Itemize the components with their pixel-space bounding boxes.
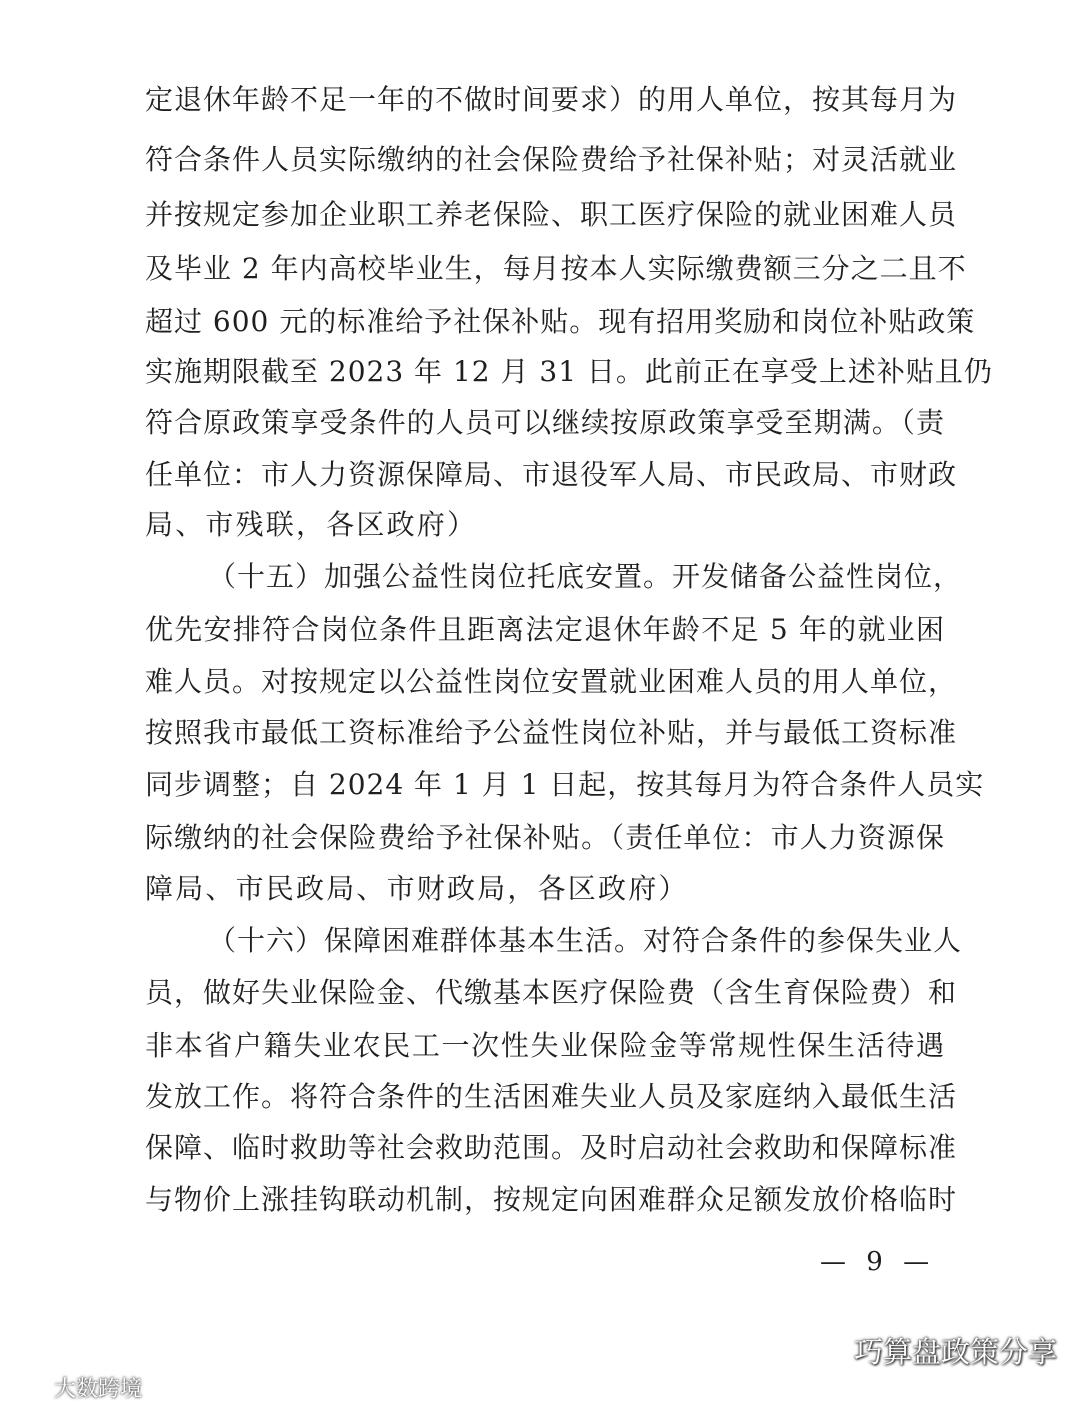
text-line-11: 优先安排符合岗位条件且距离法定退休年龄不足 5 年的就业困 — [145, 613, 945, 646]
text-line-12: 难人员。对按规定以公益性岗位安置就业困难人员的用人单位， — [145, 665, 958, 698]
text-line-3: 并按规定参加企业职工养老保险、职工医疗保险的就业困难人员 — [145, 198, 958, 231]
section-heading-15: （十五）加强公益性岗位托底安置。开发储备公益性岗位， — [208, 560, 963, 593]
text-line-1: 定退休年龄不足一年的不做时间要求）的用人单位，按其每月为 — [145, 83, 958, 116]
text-line-16: 障局、市民政局、市财政局，各区政府） — [145, 872, 689, 905]
text-line-14: 同步调整；自 2024 年 1 月 1 日起，按其每月为符合条件人员实 — [145, 768, 985, 801]
watermark-wechat — [808, 1330, 1057, 1370]
text-line-15: 际缴纳的社会保险费给予社保补贴。（责任单位：市人力资源保 — [145, 821, 945, 854]
text-line-20: 发放工作。将符合条件的生活困难失业人员及家庭纳入最低生活 — [145, 1080, 958, 1113]
watermark-left-text: 大数跨境 — [54, 1376, 143, 1402]
watermark-weibo — [6, 1372, 142, 1402]
text-line-8: 任单位：市人力资源保障局、市退役军人局、市民政局、市财政 — [145, 458, 958, 491]
text-line-19: 非本省户籍失业农民工一次性失业保险金等常规性保生活待遇 — [145, 1029, 945, 1062]
watermark-right-text: 巧算盘政策分享 — [854, 1334, 1058, 1369]
text-line-13: 按照我市最低工资标准给予公益性岗位补贴，并与最低工资标准 — [145, 716, 958, 749]
text-line-18: 员，做好失业保险金、代缴基本医疗保险费（含生育保险费）和 — [145, 976, 958, 1009]
text-line-21: 保障、临时救助等社会救助范围。及时启动社会救助和保障标准 — [145, 1131, 958, 1164]
wechat-icon — [808, 1335, 842, 1365]
text-line-5: 超过 600 元的标准给予社保补贴。现有招用奖励和岗位补贴政策 — [145, 305, 976, 338]
text-line-4: 及毕业 2 年内高校毕业生，每月按本人实际缴费额三分之二且不 — [145, 252, 967, 285]
section-heading-16: （十六）保障困难群体基本生活。对符合条件的参保失业人 — [208, 924, 963, 957]
page-number: — 9 — — [820, 1247, 936, 1277]
weibo-icon — [6, 1374, 50, 1400]
text-line-7: 符合原政策享受条件的人员可以继续按原政策享受至期满。（责 — [145, 406, 945, 439]
text-line-22: 与物价上涨挂钩联动机制，按规定向困难群众足额发放价格临时 — [145, 1183, 958, 1216]
text-line-2: 符合条件人员实际缴纳的社会保险费给予社保补贴；对灵活就业 — [145, 143, 958, 176]
text-line-6: 实施期限截至 2023 年 12 月 31 日。此前正在享受上述补贴且仍 — [145, 355, 993, 388]
text-line-9: 局、市残联，各区政府） — [145, 508, 478, 541]
